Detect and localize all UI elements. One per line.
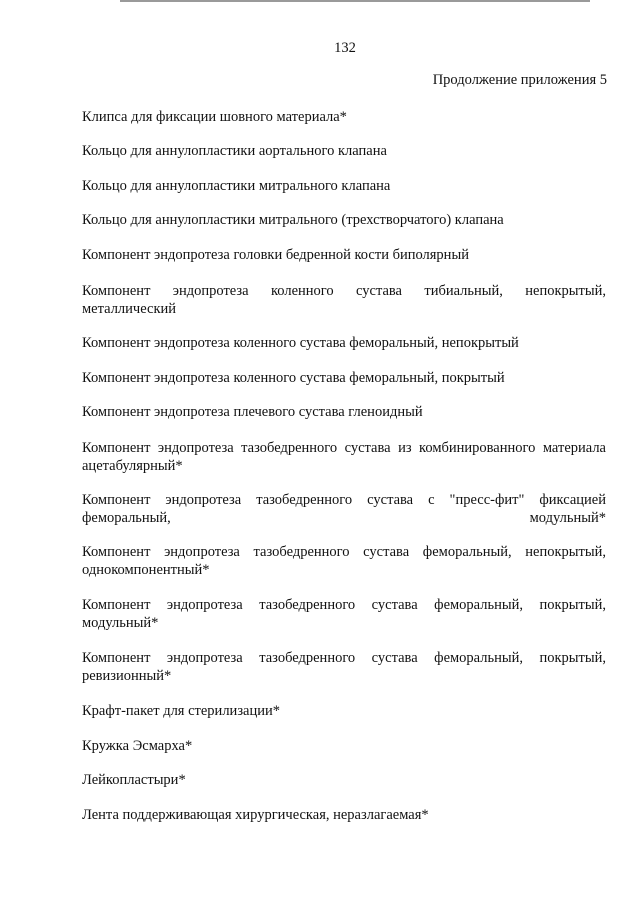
list-item: Компонент эндопротеза коленного сустава феморальный, покрытый	[82, 370, 505, 386]
list-item: Кольцо для аннулопластики аортального клапана	[82, 143, 387, 159]
scan-edge	[120, 0, 590, 2]
list-item: Лента поддерживающая хирургическая, неразлагаемая*	[82, 807, 429, 823]
list-item: Компонент эндопротеза коленного сустава феморальный, непокрытый	[82, 335, 519, 351]
list-item: Компонент эндопротеза тазобедренного сустава феморальный, покрытый, ревизионный*	[82, 650, 606, 684]
appendix-continuation-note: Продолжение приложения 5	[432, 72, 607, 88]
list-item: Крафт-пакет для стерилизации*	[82, 703, 281, 719]
list-item: Кружка Эсмарха*	[82, 738, 193, 754]
list-item: Кольцо для аннулопластики митрального клапана	[82, 178, 391, 194]
list-item: Компонент эндопротеза тазобедренного сустава феморальный, непокрытый, однокомпонентный*	[82, 544, 606, 578]
list-item: Компонент эндопротеза плечевого сустава гленоидный	[82, 404, 423, 420]
list-item: Кольцо для аннулопластики митрального (трехстворчатого) клапана	[82, 212, 504, 228]
list-item: Лейкопластыри*	[82, 772, 186, 788]
page-number: 132	[334, 40, 356, 56]
list-item: Компонент эндопротеза тазобедренного сустава из комбинированного материала ацетабулярный*	[82, 440, 606, 474]
list-item: Компонент эндопротеза головки бедренной кости биполярный	[82, 247, 469, 263]
list-item: Клипса для фиксации шовного материала*	[82, 109, 347, 125]
list-item: Компонент эндопротеза тазобедренного сустава феморальный, покрытый, модульный*	[82, 597, 606, 631]
list-item: Компонент эндопротеза коленного сустава тибиальный, непокрытый, металлический	[82, 283, 606, 317]
list-item: Компонент эндопротеза тазобедренного сустава с "пресс-фит" фиксацией феморальный, модульный*	[82, 492, 606, 526]
